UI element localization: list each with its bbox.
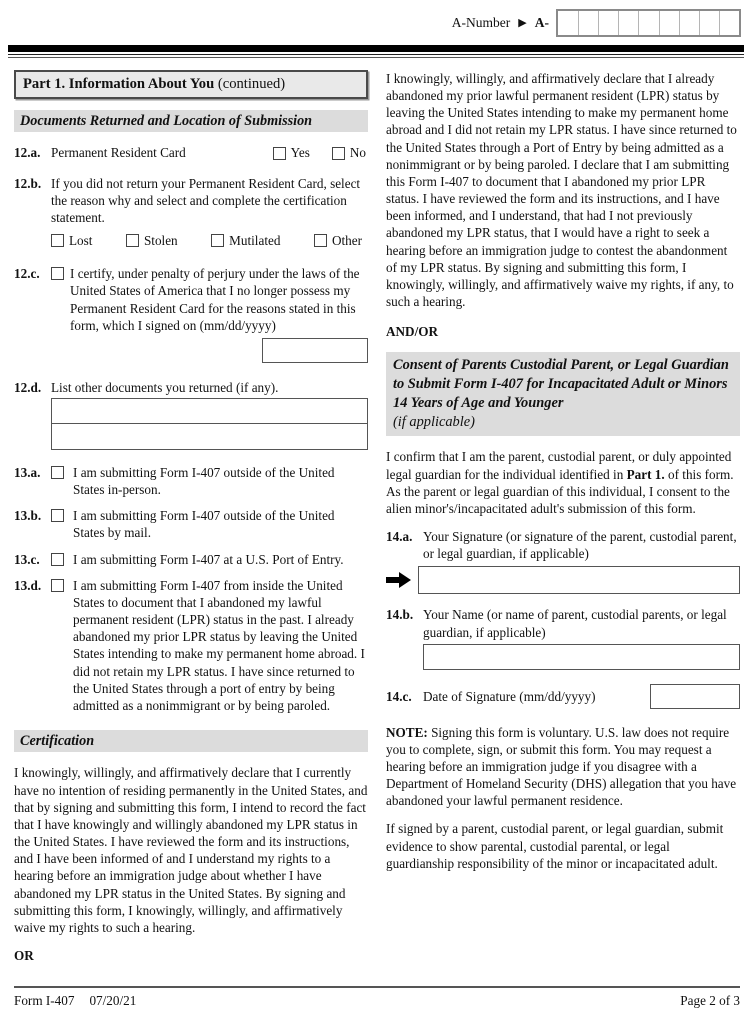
reason-other-checkbox[interactable] [314,234,327,247]
field-12c-text: I certify, under penalty of perjury under the laws of the United States of America that I no longer possess my Permanent Resident Card for the reasons stated in this form, which I signed on (mm/dd/yyyy) [70,266,360,333]
a-number-cell[interactable] [638,11,658,35]
field-14b-number: 14.b. [386,607,414,623]
field-14c-number: 14.c. [386,688,412,704]
a-number-grid[interactable] [556,9,741,37]
card-signed-date-input[interactable] [262,338,368,363]
field-12b-number: 12.b. [14,175,42,191]
field-12b [14,175,368,226]
name-input[interactable] [423,644,740,670]
consent-header-text: Consent of Parents Custodial Parent, or Legal Guardian to Submit Form I-407 for Incapacitated Adult or Minors 14 Years of Age and Younger [393,357,729,412]
prc-no-checkbox[interactable] [332,147,345,160]
page-footer [14,986,740,1009]
footer-form-number: Form I-407 [14,993,75,1008]
certification-paragraph: I knowingly, willingly, and affirmatively declare that I currently have no intention of residing permanently in the United States, and that by signing and submitting this form, I intend to record the fact that I have knowingly and willingly abandoned my LPR status in the United States. I have reviewed the form and its instructions, and I have been informed of and I understand my rights to a hearing before an immigration judge about whether I have abandoned my LPR status in the United States. By signing and submitting this form, I knowingly, willingly, and affirmatively waive my rights to such a hearing. [14,765,368,935]
reason-lost-label: Lost [69,233,93,249]
other-documents-input[interactable] [51,398,368,450]
reason-mutilated-checkbox[interactable] [211,234,224,247]
consent-paragraph-post: of this form. As the parent or legal guardian of this individual, I consent to the alien minor's/incapacitated adult's submission of this form. [386,466,734,516]
submit-inside-us-checkbox[interactable] [51,579,64,592]
signature-row [386,566,740,594]
field-12d-number: 12.d. [14,379,42,395]
a-number-prefix: A- [534,15,549,31]
field-14a-number: 14.a. [386,529,413,545]
a-number-cell[interactable] [659,11,679,35]
a-number-label: A-Number [451,15,511,31]
header-rule-thick [8,45,744,52]
consent-paragraph-part1-ref: Part 1. [626,466,665,482]
field-14c-label: Date of Signature (mm/dd/yyyy) [423,688,596,704]
field-14a [386,528,740,562]
form-body [0,58,752,976]
field-14b-label: Your Name (or name of parent, custodial parents, or legal guardian, if applicable) [423,607,727,640]
field-12d-label: List other documents you returned (if any). [51,379,279,395]
signature-input[interactable] [418,566,740,594]
reason-stolen-label: Stolen [143,233,178,249]
part1-title: Part 1. Information About You [23,76,215,92]
field-12a [14,144,368,161]
a-number-cell[interactable] [618,11,638,35]
field-12b-options [51,232,362,249]
field-13a-text: I am submitting Form I-407 outside of the United States in-person. [73,464,335,498]
footer-edition-date: 07/20/21 [89,993,137,1008]
and-or-heading: AND/OR [386,324,439,340]
a-number-cell[interactable] [719,11,739,35]
note-paragraph [386,724,740,810]
consent-header-if-applicable: (if applicable) [393,414,475,431]
prc-yes-checkbox[interactable] [273,147,286,160]
field-12d [14,379,368,396]
reason-lost-checkbox[interactable] [51,234,64,247]
field-14a-label: Your Signature (or signature of the parent, custodial parent, or legal guardian, if applicable) [423,529,737,562]
part1-header [14,70,368,99]
field-12c-number: 12.c. [14,266,40,282]
a-number-cell[interactable] [598,11,618,35]
reason-stolen-checkbox[interactable] [126,234,139,247]
pointer-right-icon: ▶ [518,16,527,29]
section-documents-returned: Documents Returned and Location of Submission [14,110,368,132]
field-12a-number: 12.a. [14,145,41,161]
footer-page-indicator: Page 2 of 3 [680,993,740,1008]
signature-arrow-icon [386,572,411,588]
field-13b [14,507,368,541]
certify-no-card-checkbox[interactable] [51,267,64,280]
field-13a-number: 13.a. [14,464,41,480]
field-13a [14,464,368,498]
field-12a-label: Permanent Resident Card [51,145,186,161]
field-13c-number: 13.c. [14,551,40,567]
guardian-evidence-paragraph: If signed by a parent, custodial parent, or legal guardian, submit evidence to show parental, custodial parental, or legal guardianship responsibility of the minor or incapacitated adult. [386,821,724,871]
field-13b-number: 13.b. [14,508,42,524]
submit-outside-us-in-person-checkbox[interactable] [51,466,64,479]
field-12b-text: If you did not return your Permanent Resident Card, select the reason why and select and complete the certification statement. [51,175,361,225]
note-label: NOTE: [386,724,428,740]
right-column [386,70,740,976]
field-13d-number: 13.d. [14,577,42,593]
section-consent [386,352,740,436]
left-column [14,70,368,976]
field-13d [14,577,368,714]
field-14b [386,606,740,640]
date-of-signature-input[interactable] [650,684,740,709]
a-number-cell[interactable] [558,11,578,35]
field-13c-text: I am submitting Form I-407 at a U.S. Port of Entry. [73,551,344,567]
field-13c [14,551,368,568]
field-14c [386,684,740,709]
field-13d-text: I am submitting Form I-407 from inside the United States to document that I abandoned my lawful permanent resident (LPR) status in the past. I already abandoned my prior LPR status by leaving the United States intending to make my permanent home abroad. I did not retain my LPR status. I have since returned to the United States through a port of entry by being admitted as a nonimmigrant or by being paroled. [73,577,365,713]
section-certification: Certification [14,730,368,752]
other-documents-line2-input[interactable] [52,424,367,449]
note-text: Signing this form is voluntary. U.S. law does not require you to complete, sign, or submit this form. You may request a hearing before an immigration judge if you disagree with a Department of Homeland Security (DHS) allegation that you have abandoned your lawful permanent residence. [386,724,737,809]
prc-yes-label: Yes [290,145,310,161]
a-number-cell[interactable] [578,11,598,35]
part1-continued: (continued) [214,76,286,92]
consent-paragraph [386,448,740,517]
submit-port-of-entry-checkbox[interactable] [51,553,64,566]
or-heading: OR [14,948,34,964]
a-number-row [0,0,752,42]
reason-other-label: Other [331,233,362,249]
field-12c [14,265,368,363]
other-documents-line1-input[interactable] [52,399,367,425]
declaration-paragraph: I knowingly, willingly, and affirmatively declare that I already abandoned my prior lawful permanent resident (LPR) status by leaving the United States intending to make my permanent home abroad and I did not retain my LPR status. I have since returned to the United States through a Port of Entry by being admitted as a nonimmigrant or by being paroled. I declare that I am submitting this Form I-407 to document that I abandoned my prior LPR status. I have reviewed the form and its instructions, and I have been informed, and I understand, that had I not previously abandoned my LPR status, that I would have a right to seek a hearing before an immigration judge to contest the abandonment of my LPR status. By signing and submitting this form, I knowingly, willingly, and affirmatively waive my rights, if any, to such a hearing. [386,71,737,310]
consent-paragraph-pre: I confirm that I am the parent, custodial parent, or duly appointed legal guardian for the individual identified in [386,449,732,482]
submit-outside-us-by-mail-checkbox[interactable] [51,509,64,522]
prc-no-label: No [349,145,366,161]
field-13b-text: I am submitting Form I-407 outside of the United States by mail. [73,508,335,541]
a-number-cell[interactable] [699,11,719,35]
reason-mutilated-label: Mutilated [229,233,281,249]
a-number-cell[interactable] [679,11,699,35]
